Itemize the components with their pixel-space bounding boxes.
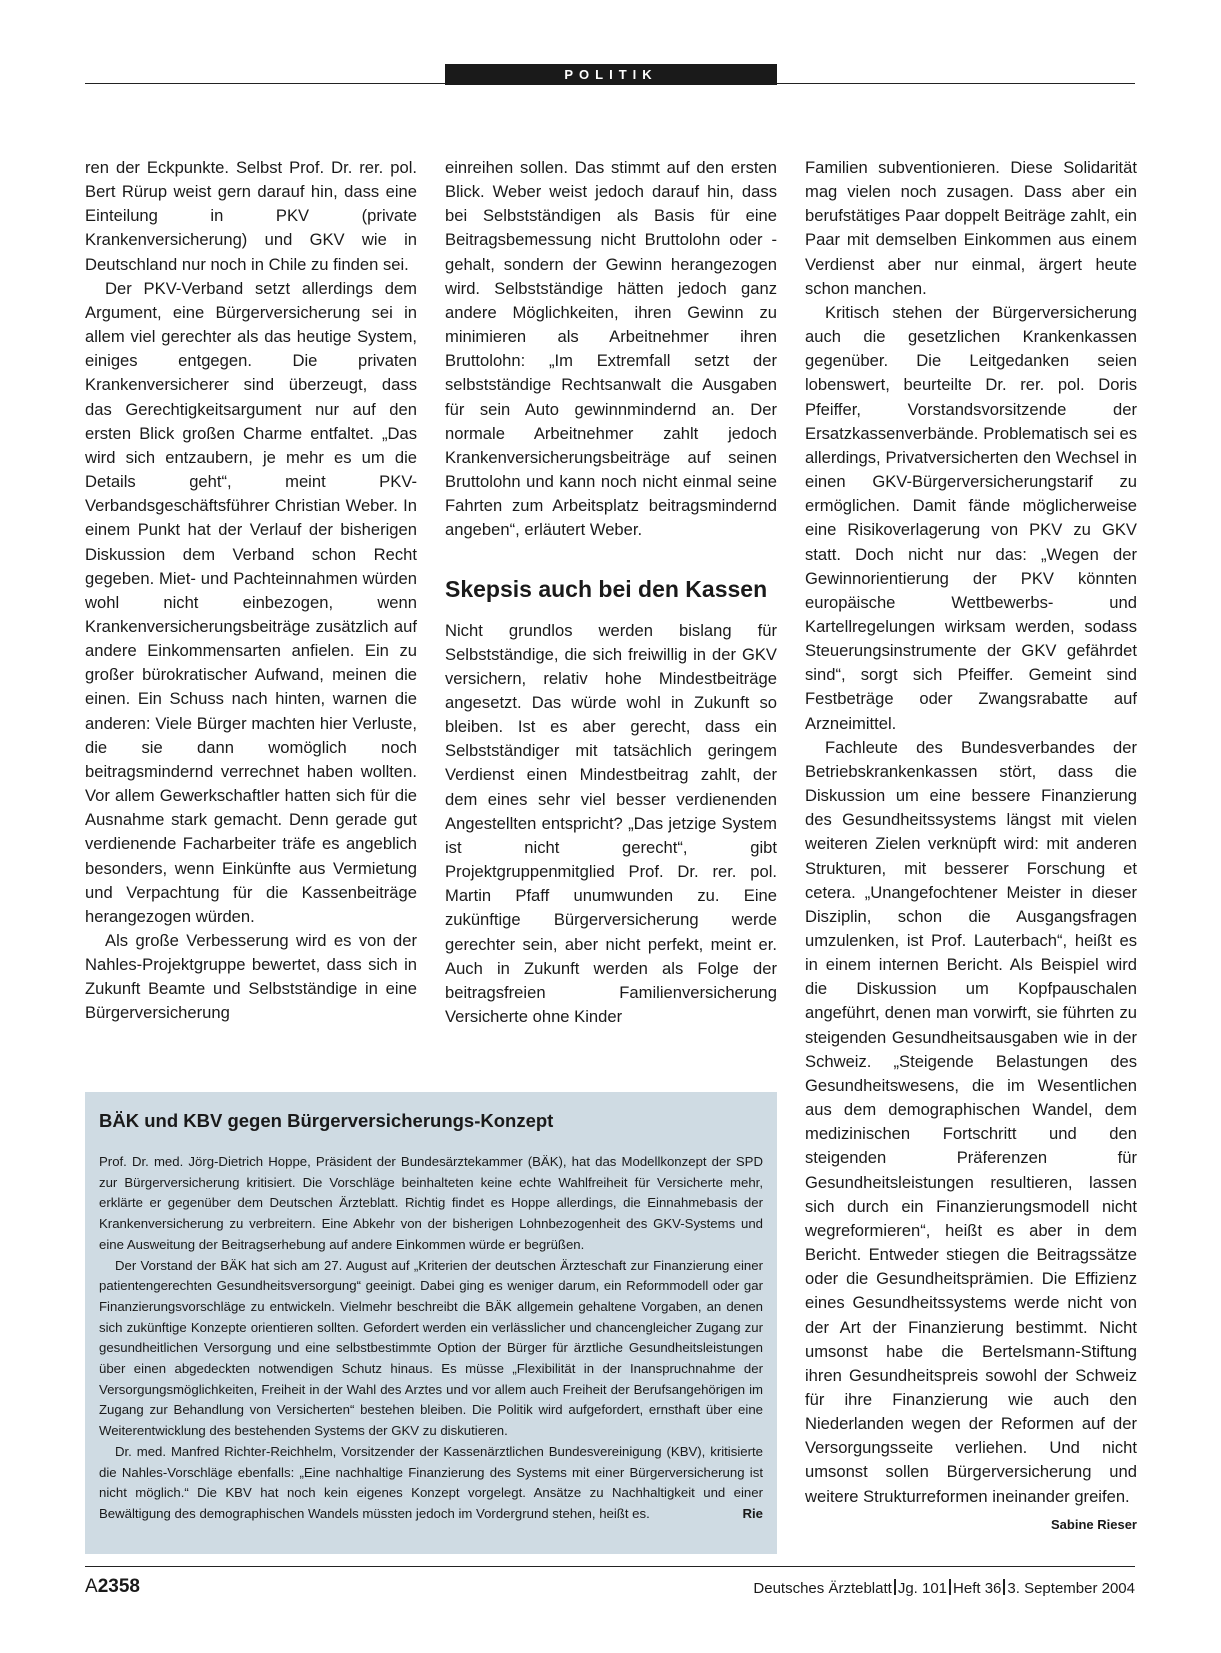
column-2 [445, 156, 777, 1029]
paragraph-text: Fachleute des Bundesverbandes der Betriebskrankenkassen stört, dass die Diskussion um eine bessere Finanzierung des Gesundheitssystems längst mit vielen weiteren Zielen verknüpft wird: mit anderen Strukturen, mit besserer Forschung et cetera. „Unangefochtener Meister in dieser Disziplin, schon die Ausgangsfragen umzulenken, ist Prof. Lauterbach“, heißt es in einem internen Bericht. Als Beispiel wird die Diskussion um Kopfpauschalen angeführt, denen man vorwirft, sie führten zu steigenden Gesundheitsausgaben wie in der Schweiz. „Steigende Belastungen des Gesundheitswesens, die im Wesentlichen aus dem demographischen Wandel, dem medizinischen Fortschritt und den steigenden Präferenzen für Gesundheitsleistungen resultieren, lassen sich durch ein Finanzierungsmodell nicht wegreformieren“, heißt es aber in dem Bericht. Entweder stiegen die Beitragssätze oder die Gesundheitsprämien. Die Effizienz eines Gesundheitssystems werde nicht von der Art der Finanzierung bestimmt. Nicht umsonst habe die Bertelsmann-Stiftung ihren Gesundheitspreis sowohl der Schweiz für ihre Finanzierung wie auch den Niederlanden wegen der Reformen auf der Versorgungsseite verliehen. Und nicht umsonst sollen Bürgerversicherung und weitere Strukturreformen ineinander greifen. [805, 737, 1137, 1506]
paragraph: Als große Verbesserung wird es von der Nahles-Projektgruppe bewertet, dass sich in Zukunft Beamte und Selbstständige in eine Bürgerversicherung [85, 931, 417, 1023]
paragraph: ren der Eckpunkte. Selbst Prof. Dr. rer. pol. Bert Rürup weist gern darauf hin, dass eine Einteilung in PKV (private Krankenversicherung) und GKV wie in Deutschland nur noch in Chile zu finden sei. [85, 158, 417, 274]
column-1 [85, 156, 417, 1026]
separator [894, 1579, 896, 1595]
separator [1003, 1579, 1005, 1595]
info-box-text [99, 1152, 763, 1525]
journal-info [753, 1579, 1135, 1597]
info-paragraph [99, 1442, 763, 1525]
journal-name: Deutsches Ärzteblatt [753, 1580, 892, 1597]
author-name: Sabine Rieser [1051, 1516, 1137, 1532]
paragraph [805, 736, 1137, 1532]
info-paragraph: Prof. Dr. med. Jörg-Dietrich Hoppe, Präsident der Bundesärztekammer (BÄK), hat das Modellkonzept der SPD zur Bürgerversicherung kritisiert. Die Vorschläge beinhalteten keine echte Wahlfreiheit für Versicherte mehr, erklärte er gegenüber dem Deutschen Ärzteblatt. Richtig findet es Hoppe allerdings, die Einnahmebasis der Krankenversicherung zu verbreitern. Eine Abkehr von der bisherigen Lohnbezogenheit des GKV-Systems und eine Ausweitung der Beitragserhebung auf andere Einkommen würde er begrüßen. [99, 1154, 763, 1252]
page-prefix: A [85, 1576, 98, 1597]
info-box [85, 1092, 777, 1554]
paragraph: einreihen sollen. Das stimmt auf den ersten Blick. Weber weist jedoch darauf hin, dass bei Selbstständigen als Basis für eine Beitragsbemessung nicht Bruttolohn oder -gehalt, sondern der Gewinn herangezogen wird. Selbstständige hätten jedoch ganz andere Möglichkeiten, ihren Gewinn zu minimieren als Arbeitnehmer ihren Bruttolohn: „Im Extremfall setzt der selbstständige Rechtsanwalt die Ausgaben für sein Auto gewinnmindernd an. Der normale Arbeitnehmer zahlt jedoch Krankenversicherungsbeiträge auf seinen Bruttolohn und kann noch nicht einmal seine Fahrten zum Arbeitsplatz beitragsmindernd angeben“, erläutert Weber. [445, 158, 777, 540]
info-box-signature: Rie [742, 1505, 763, 1521]
paragraph: Nicht grundlos werden bislang für Selbstständige, die sich freiwillig in der GKV versichern, relativ hohe Mindestbeiträge angesetzt. Das würde wohl in Zukunft so bleiben. Ist es aber gerecht, dass ein Selbstständiger mit tatsächlich geringem Verdienst einen Mindestbeitrag zahlt, der dem eines sehr viel besser verdienenden Angestellten entspricht? „Das jetzige System ist nicht gerecht“, gibt Projektgruppenmitglied Prof. Dr. rer. pol. Martin Pfaff unumwunden zu. Eine zukünftige Bürgerversicherung werde gerechter sein, aber nicht perfekt, meint er. Auch in Zukunft werden als Folge der beitragsfreien Familienversicherung Versicherte ohne Kinder [445, 620, 777, 1026]
subheading: Skepsis auch bei den Kassen [445, 575, 768, 602]
info-box-title: BÄK und KBV gegen Bürgerversicherungs-Konzept [99, 1110, 554, 1131]
issue-date: 3. September 2004 [1007, 1580, 1135, 1597]
page-number [85, 1576, 140, 1598]
info-paragraph: Der Vorstand der BÄK hat sich am 27. August auf „Kriterien der deutschen Ärzteschaft zur Finanzierung einer patientengerechten Gesundheitsversorgung“ geeinigt. Dabei ging es weniger darum, ein Reformmodell oder gar Finanzierungsvorschläge zu entwickeln. Vielmehr beschreibt die BÄK allgemein gehaltene Vorgaben, an denen sich zukünftige Konzepte orientieren sollten. Gefordert werden ein verlässlicher und chancengleicher Zugang zur gesundheitlichen Versorgung und eine selbstbestimmte Option der Bürger für ärztliche Gesundheitsleistungen über einen abgedeckten notwendigen Schutz hinaus. Es müsse „Flexibilität in der Inanspruchnahme der Versorgungsmöglichkeiten, Freiheit in der Wahl des Arztes und vor allem auch Freiheit der Berufsangehörigen im Zugang zur Behandlung von Versicherten“ bestehen bleiben. Die Politik wird aufgefordert, ernsthaft über eine Weiterentwicklung des bestehenden Systems der GKV zu diskutieren. [99, 1257, 763, 1439]
paragraph: Kritisch stehen der Bürgerversicherung auch die gesetzlichen Krankenkassen gegenüber. Die Leitgedanken seien lobenswert, beurteilte Dr. rer. pol. Doris Pfeiffer, Vorstandsvorsitzende der Ersatzkassenverbände. Problematisch sei es allerdings, Privatversicherten den Wechsel in einen GKV-Bürgerversicherungstarif zu ermöglichen. Damit fände möglicherweise eine Risikoverlagerung von PKV zu GKV statt. Doch nicht nur das: „Wegen der Gewinnorientierung der PKV könnten europäische Wettbewerbs- und Kartellregelungen wirksam werden, sodass Steuerungsinstrumente der GKV gefährdet sind“, sorgt sich Pfeiffer. Gemeint sind Festbeträge oder Zwangsrabatte auf Arzneimittel. [805, 302, 1137, 733]
separator [949, 1579, 951, 1595]
section-tag: POLITIK [445, 64, 777, 85]
column-3 [805, 156, 1137, 1537]
paragraph: Der PKV-Verband setzt allerdings dem Argument, eine Bürgerversicherung sei in allem viel gerechter als das heutige System, einiges entgegen. Die privaten Krankenversicherer sind überzeugt, dass das Gerechtigkeitsargument nur auf den ersten Blick großen Charme entfaltet. „Das wird sich entzaubern, je mehr es um die Details geht“, meint PKV-Verbandsgeschäftsführer Christian Weber. In einem Punkt hat der Verlauf der bisherigen Diskussion dem Verband schon Recht gegeben. Miet- und Pachteinnahmen würden wohl nicht einbezogen, wenn Krankenversicherungsbeiträge zusätzlich auf andere Einkommensarten anfielen. Ein zu großer bürokratischer Aufwand, meinen die einen. Ein Schuss nach hinten, warnen die anderen: Viele Bürger machten hier Verluste, die sie dann womöglich noch beitragsmindernd verrechnet haben wollten. Vor allem Gewerkschaftler hatten sich für die Ausnahme stark gemacht. Denn gerade gut verdienende Facharbeiter träfe es angeblich besonders, wenn Einkünfte aus Vermietung und Verpachtung für die Kassenbeiträge herangezogen würden. [85, 278, 417, 926]
paragraph: Familien subventionieren. Diese Solidarität mag vielen noch zusagen. Dass aber ein berufstätiges Paar doppelt Beiträge zahlt, ein Paar mit demselben Einkommen aus einem Verdienst aber nur einmal, ärgert heute schon manchen. [805, 158, 1137, 298]
footer-rule [85, 1566, 1135, 1567]
issue: Heft 36 [953, 1580, 1002, 1597]
volume: Jg. 101 [897, 1580, 948, 1597]
page-number-value: 2358 [97, 1576, 140, 1597]
info-paragraph-text: Dr. med. Manfred Richter-Reichhelm, Vorsitzender der Kassenärztlichen Bundesvereinigung (KBV), kritisierte die Nahles-Vorschläge ebenfalls: „Eine nachhaltige Finanzierung des Systems mit einer Bürgerversicherung ist nicht möglich.“ Die KBV hat noch kein eigenes Konzept vorgelegt. Ansätze zu Nachhaltigkeit und einer Bewältigung des demographischen Wandels müssten jedoch im Vordergrund stehen, heißt es. [99, 1443, 763, 1521]
